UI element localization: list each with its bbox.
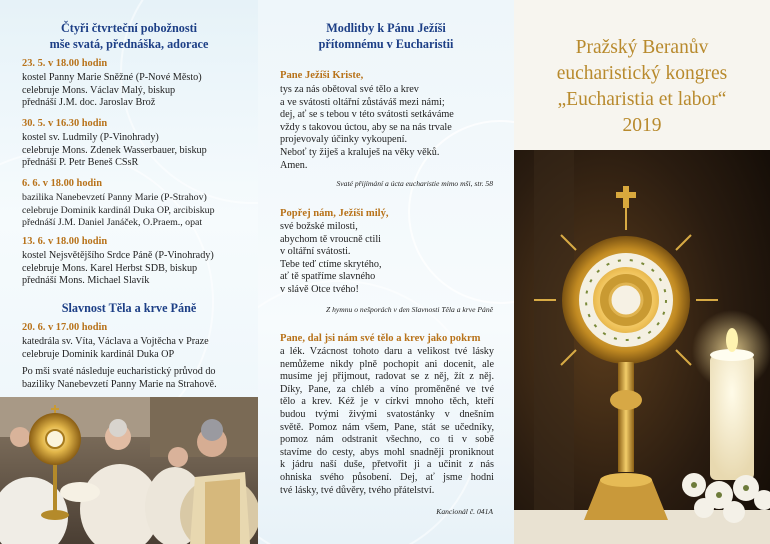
prayer1-title: Pane Ježíši Kriste, bbox=[280, 70, 364, 81]
prayer-line: abychom tě vroucně ctili bbox=[280, 233, 381, 245]
event-details bbox=[22, 192, 215, 230]
prayer1-text bbox=[280, 84, 454, 172]
prayer-line: Tebe teď ctíme skrytého, bbox=[280, 258, 382, 270]
prayers-heading bbox=[258, 20, 514, 52]
cover-title-line1: Pražský Beranův bbox=[575, 37, 709, 58]
event-line: celebruje Dominik kardinál Duka OP, arcibiskup bbox=[22, 204, 215, 216]
event-line: katedrála sv. Víta, Václava a Vojtěcha v Praze bbox=[22, 336, 209, 347]
prayers-heading-line1: Modlitby k Pánu Ježíši bbox=[326, 21, 446, 35]
prayer3-title: Pane, dal jsi nám své tělo a krev jako pokrm bbox=[280, 333, 481, 344]
event-date: 20. 6. v 17.00 hodin bbox=[22, 322, 108, 333]
prayer2-source: Z hymnu o nešporách v den Slavnosti Těla a krve Páně bbox=[325, 305, 493, 314]
event-line: kostel sv. Ludmily (P-Vinohrady) bbox=[22, 132, 159, 143]
prayer-line: nemůžeme nikdy plně pochopit ani docenit, ale bbox=[280, 358, 494, 370]
procession-photo bbox=[0, 397, 258, 544]
note-line: baziliky Nanebevzetí Panny Marie na Strahově. bbox=[22, 378, 217, 390]
prayer-line: a lék. Vzácnost tohoto daru a velikost tvé lásky bbox=[280, 346, 494, 357]
prayer-line: pomoz nám odstranit všechno, co ti v sobě bbox=[280, 434, 494, 446]
panel-prayers bbox=[258, 0, 514, 544]
note-line: Po mši svaté následuje eucharistický průvod do bbox=[22, 366, 216, 377]
prayer1-source: Svaté přijímání a úcta eucharistie mimo mši, str. 58 bbox=[336, 179, 493, 188]
prayer-line: tys za nás obětoval své tělo a krev bbox=[280, 84, 419, 95]
event-line: přednáší P. Petr Beneš CSsR bbox=[22, 157, 139, 169]
event-line: přednáší J.M. Daniel Janáček, O.Praem., opat bbox=[22, 217, 203, 229]
prayer-line: projevovaly účinky vykoupení. bbox=[280, 134, 408, 146]
prayer-line: Amen. bbox=[280, 159, 308, 171]
cover-title-line2: eucharistický kongres bbox=[556, 63, 728, 84]
event-date: 13. 6. v 18.00 hodin bbox=[22, 236, 108, 247]
event-line: přednáší Mons. Michael Slavík bbox=[22, 275, 150, 287]
prayer-line: v oltářní svátosti. bbox=[280, 246, 351, 258]
prayer3-source: Kancionál č. 041A bbox=[436, 507, 493, 516]
prayer-line: světě. Pomoz nám všem, Pane, stát se učedníky, bbox=[280, 421, 494, 433]
prayer-line: vždy s takovou úctou, aby se na nás trvale bbox=[280, 121, 452, 133]
prayer-line: své božské milosti, bbox=[280, 221, 358, 232]
event-date: 30. 5. v 16.30 hodin bbox=[22, 118, 108, 129]
prayer-line: musíme jej přijmout, radovat se z něj, žít z něj. bbox=[280, 371, 494, 383]
panel-events bbox=[0, 0, 258, 544]
feast-heading: Slavnost Těla a krve Páně bbox=[61, 301, 197, 315]
event-details bbox=[22, 132, 207, 170]
event-line: kostel Nejsvětějšího Srdce Páně (P-Vinohrady) bbox=[22, 250, 214, 261]
prayer2-text bbox=[280, 221, 382, 297]
prayer2-title: Popřej nám, Ježíši milý, bbox=[280, 208, 389, 219]
event-line: kostel Panny Marie Sněžné (P-Nové Město) bbox=[22, 72, 202, 83]
events-heading-line2: mše svatá, přednáška, adorace bbox=[49, 37, 209, 51]
prayers-heading-line2: přítomnému v Eucharistii bbox=[318, 37, 454, 51]
prayer-line: ať tě spatříme slavného bbox=[280, 271, 376, 283]
event-line: přednáší J.M. doc. Jaroslav Brož bbox=[22, 97, 156, 109]
prayer-line: dej, ať se s tebou v této svátosti setkáváme bbox=[280, 109, 454, 121]
events-heading-line1: Čtyři čtvrteční pobožnosti bbox=[60, 21, 198, 35]
event-line: bazilika Nanebevzetí Panny Marie (P-Strahov) bbox=[22, 192, 207, 203]
events-heading bbox=[0, 20, 258, 52]
event-details bbox=[22, 336, 209, 361]
event-date: 6. 6. v 18.00 hodin bbox=[22, 178, 102, 189]
event-line: celebruje Mons. Václav Malý, biskup bbox=[22, 84, 176, 96]
prayer-line: budou tvými živými svatostánky v dnešním bbox=[280, 408, 494, 420]
prayer-line: a ve svátosti oltářní zůstáváš mezi námi; bbox=[280, 96, 445, 108]
cover-title-line3: „Eucharistia et labor“ bbox=[557, 89, 727, 110]
prayer-line: Díky, Pane, za chléb a víno proměněné ve tvé bbox=[280, 383, 494, 395]
cover-title-block bbox=[514, 0, 770, 150]
prayer-line: Neboť ty žiješ a kraluješ na věky věků. bbox=[280, 146, 440, 158]
prayer-line: k jádru naší duše, přetvořit ji a učinit z nás bbox=[280, 459, 494, 471]
event-line: celebruje Mons. Zdenek Wasserbauer, biskup bbox=[22, 144, 207, 156]
prayer-line: ohniska svého působení. Dej, ať jsme hodni bbox=[280, 471, 494, 483]
cover-title-year: 2019 bbox=[622, 115, 662, 136]
event-line: celebruje Mons. Karel Herbst SDB, biskup bbox=[22, 262, 198, 274]
prayer-line: tvé lásky, tvé důvěry, tvého přátelství. bbox=[280, 484, 435, 496]
event-details bbox=[22, 250, 214, 288]
event-details bbox=[22, 72, 202, 110]
monstrance-photo bbox=[514, 150, 770, 544]
event-date: 23. 5. v 18.00 hodin bbox=[22, 58, 108, 69]
prayer-line: v slávě Otce tvého! bbox=[280, 283, 359, 295]
event-line: celebruje Dominik kardinál Duka OP bbox=[22, 348, 175, 360]
panel-cover bbox=[514, 0, 770, 544]
procession-note bbox=[22, 366, 217, 391]
prayer-line: tělo a krev. Kéž je v církvi mnoho těch, kteří bbox=[280, 396, 494, 408]
prayer3-text bbox=[280, 346, 494, 497]
prayer-line: stavíme do cesty, abys mohl snadněji proniknout bbox=[280, 446, 494, 458]
